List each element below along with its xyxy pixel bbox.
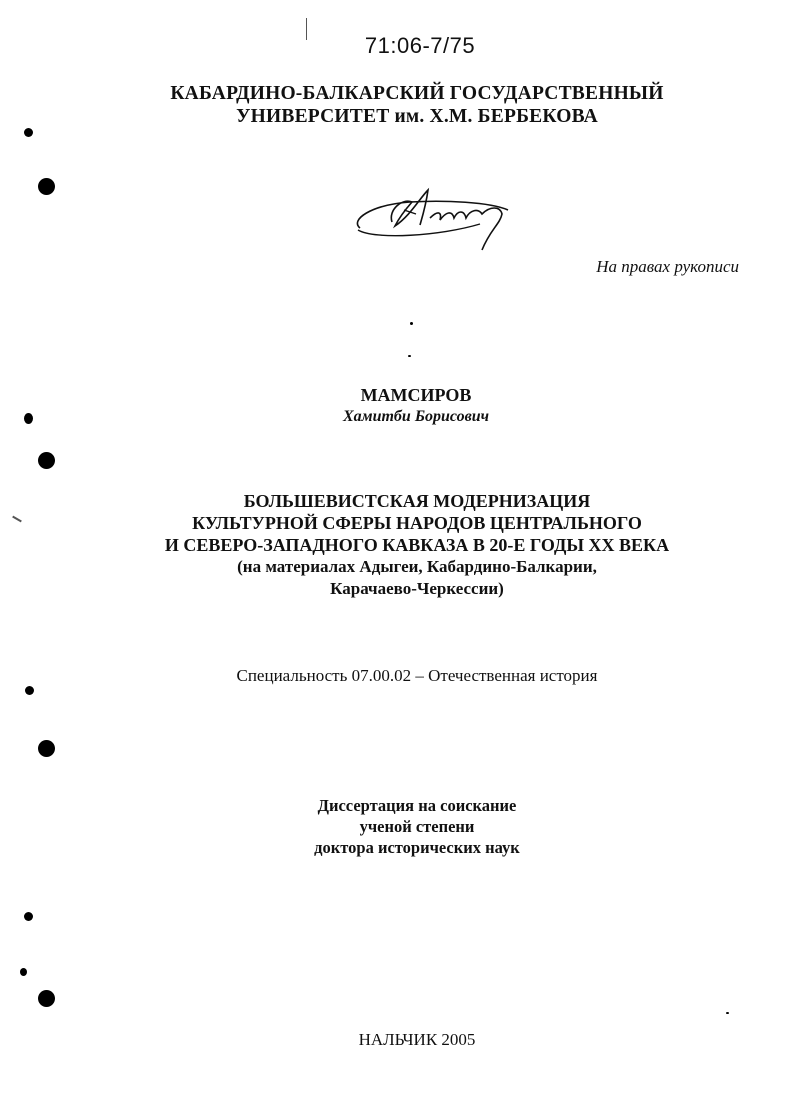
author-name: Хамитби Борисович	[342, 408, 490, 425]
title-line-2: КУЛЬТУРНОЙ СФЕРЫ НАРОДОВ ЦЕНТРАЛЬНОГО	[192, 513, 642, 533]
scan-speck	[726, 1012, 729, 1014]
university-name	[0, 82, 794, 128]
city-year	[0, 1030, 794, 1050]
university-line-2: УНИВЕРСИТЕТ им. Х.М. БЕРБЕКОВА	[236, 106, 598, 127]
specialty	[0, 666, 794, 686]
binder-hole-icon	[38, 740, 55, 757]
degree-line-2: ученой степени	[359, 817, 475, 836]
binder-hole-icon	[38, 178, 55, 195]
university-line-1: КАБАРДИНО-БАЛКАРСКИЙ ГОСУДАРСТВЕННЫЙ	[170, 83, 664, 104]
margin-speck-icon	[24, 413, 33, 424]
dissertation-title	[0, 490, 794, 600]
degree-line-3: доктора исторических наук	[314, 838, 520, 857]
author-surname: МАМСИРОВ	[360, 385, 472, 405]
margin-speck-icon	[20, 968, 27, 976]
title-line-4: (на материалах Адыгеи, Кабардино-Балкарии,	[237, 557, 597, 576]
author-block	[0, 385, 794, 427]
degree-line-1: Диссертация на соискание	[317, 796, 517, 815]
specialty-text: Специальность 07.00.02 – Отечественная история	[236, 666, 598, 685]
binder-hole-icon	[38, 990, 55, 1007]
scan-speck	[408, 355, 411, 357]
margin-speck-icon	[24, 912, 33, 921]
signature-icon	[350, 180, 520, 260]
rights-note: На правах рукописи	[596, 257, 739, 276]
title-line-5: Карачаево-Черкессии)	[330, 579, 504, 598]
catalog-number: 71:06-7/75	[364, 33, 476, 58]
margin-speck-icon	[25, 686, 34, 695]
degree-statement	[0, 795, 794, 858]
title-line-3: И СЕВЕРО-ЗАПАДНОГО КАВКАЗА В 20-Е ГОДЫ XX ВЕКА	[164, 535, 670, 555]
margin-speck-icon	[24, 128, 33, 137]
title-line-1: БОЛЬШЕВИСТСКАЯ МОДЕРНИЗАЦИЯ	[243, 491, 591, 511]
binder-hole-icon	[38, 452, 55, 469]
scan-speck	[410, 322, 413, 325]
city-year-text: НАЛЬЧИК 2005	[358, 1030, 476, 1049]
